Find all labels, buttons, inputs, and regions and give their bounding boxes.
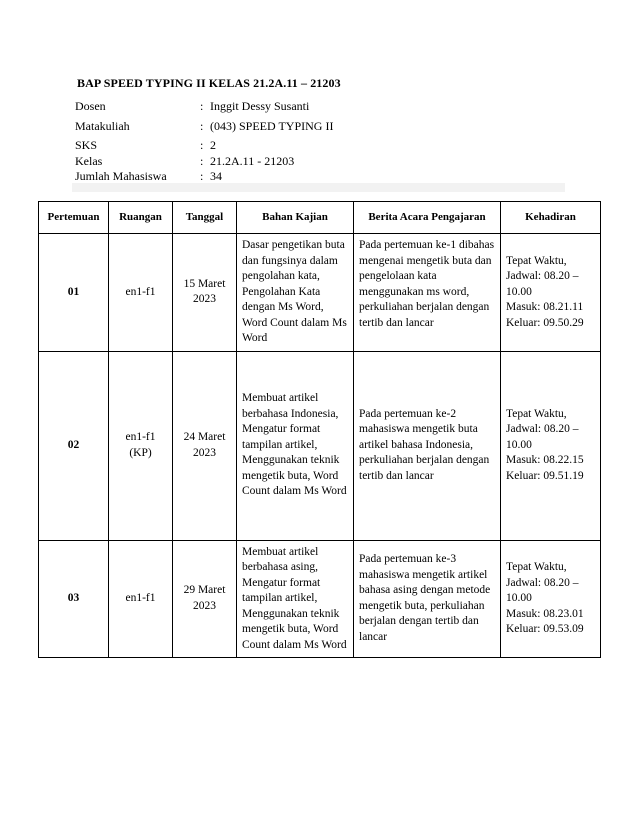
cell-ruangan: en1-f1 (KP) xyxy=(109,351,173,540)
info-row-dosen xyxy=(75,99,333,115)
cell-berita-acara: Pada pertemuan ke-1 dibahas mengenai mengetik buta dan pengelolaan kata menggunakan ms word, perkuliahan berjalan dengan tertib dan lancar xyxy=(354,234,501,352)
kehadiran-line: 10.00 xyxy=(506,438,532,451)
kehadiran-line: Masuk: 08.21.11 xyxy=(506,301,584,313)
info-row-kelas xyxy=(75,154,333,170)
attendance-table xyxy=(38,201,601,658)
info-value: 21.2A.11 - 21203 xyxy=(210,153,295,168)
shaded-bar xyxy=(72,183,565,192)
header-kehadiran: Kehadiran xyxy=(501,202,601,234)
cell-ruangan: en1-f1 xyxy=(109,540,173,658)
kehadiran-line: Masuk: 08.23.01 xyxy=(506,607,584,620)
info-label: Matakuliah xyxy=(75,118,130,133)
cell-kehadiran xyxy=(501,540,601,658)
cell-pertemuan: 02 xyxy=(39,351,109,540)
cell-tanggal: 24 Maret 2023 xyxy=(173,351,237,540)
table-row xyxy=(39,234,601,352)
info-label: Jumlah Mahasiswa xyxy=(75,169,167,183)
info-label: Dosen xyxy=(75,99,106,113)
table-row xyxy=(39,351,601,540)
info-colon: : xyxy=(200,138,204,152)
table-row xyxy=(39,540,601,658)
info-colon: : xyxy=(200,99,204,113)
info-colon: : xyxy=(200,169,204,183)
cell-bahan-kajian: Dasar pengetikan buta dan fungsinya dalam pengolahan kata, Pengolahan Kata dengan Ms Word, Word Count dalam Ms Word xyxy=(237,234,354,352)
kehadiran-line: Tepat Waktu, xyxy=(506,561,567,573)
cell-ruangan: en1-f1 xyxy=(109,234,173,352)
cell-kehadiran xyxy=(501,351,601,540)
info-label: SKS xyxy=(75,138,98,152)
document-title: BAP SPEED TYPING II KELAS 21.2A.11 – 21203 xyxy=(77,76,341,90)
cell-tanggal: 29 Maret 2023 xyxy=(173,540,237,658)
cell-kehadiran xyxy=(501,234,601,352)
cell-berita-acara: Pada pertemuan ke-3 mahasiswa mengetik artikel bahasa asing dengan metode mengetik buta, perkuliahan berjalan dengan tertib dan lancar xyxy=(354,540,501,658)
kehadiran-line: 10.00 xyxy=(506,592,532,604)
kehadiran-line: Masuk: 08.22.15 xyxy=(506,454,584,467)
info-label: Kelas xyxy=(75,153,103,168)
kehadiran-line: Keluar: 09.51.19 xyxy=(506,469,584,482)
kehadiran-line: Jadwal: 08.20 – xyxy=(506,576,579,589)
header-tanggal: Tanggal xyxy=(173,202,237,234)
cell-bahan-kajian: Membuat artikel berbahasa Indonesia, Mengatur format tampilan artikel, Menggunakan teknik mengetik buta, Word Count dalam Ms Word xyxy=(237,351,354,540)
info-colon: : xyxy=(200,118,204,133)
header-bahan-kajian: Bahan Kajian xyxy=(237,202,354,234)
cell-tanggal: 15 Maret 2023 xyxy=(173,234,237,352)
course-info xyxy=(75,99,333,185)
kehadiran-line: Keluar: 09.50.29 xyxy=(506,316,584,329)
table-header-row xyxy=(39,202,601,234)
kehadiran-line: Jadwal: 08.20 – xyxy=(506,270,579,282)
cell-berita-acara: Pada pertemuan ke-2 mahasiswa mengetik buta artikel bahasa Indonesia, perkuliahan berjalan dengan tertib dan lancar xyxy=(354,351,501,540)
kehadiran-line: Tepat Waktu, xyxy=(506,254,567,267)
info-row-sks xyxy=(75,138,333,154)
info-value: (043) SPEED TYPING II xyxy=(210,118,334,133)
header-pertemuan: Pertemuan xyxy=(39,202,109,234)
header-ruangan: Ruangan xyxy=(109,202,173,234)
info-value: Inggit Dessy Susanti xyxy=(210,99,310,113)
cell-pertemuan: 01 xyxy=(39,234,109,352)
kehadiran-line: Jadwal: 08.20 – xyxy=(506,423,579,436)
info-colon: : xyxy=(200,153,204,168)
info-row-matakuliah xyxy=(75,119,333,135)
kehadiran-line: Keluar: 09.53.09 xyxy=(506,623,584,635)
info-value: 2 xyxy=(210,138,216,152)
info-value: 34 xyxy=(210,169,222,183)
kehadiran-line: 10.00 xyxy=(506,285,532,298)
cell-pertemuan: 03 xyxy=(39,540,109,658)
cell-bahan-kajian: Membuat artikel berbahasa asing, Mengatur format tampilan artikel, Menggunakan teknik mengetik buta, Word Count dalam Ms Word xyxy=(237,540,354,658)
header-berita-acara: Berita Acara Pengajaran xyxy=(354,202,501,234)
kehadiran-line: Tepat Waktu, xyxy=(506,407,567,420)
